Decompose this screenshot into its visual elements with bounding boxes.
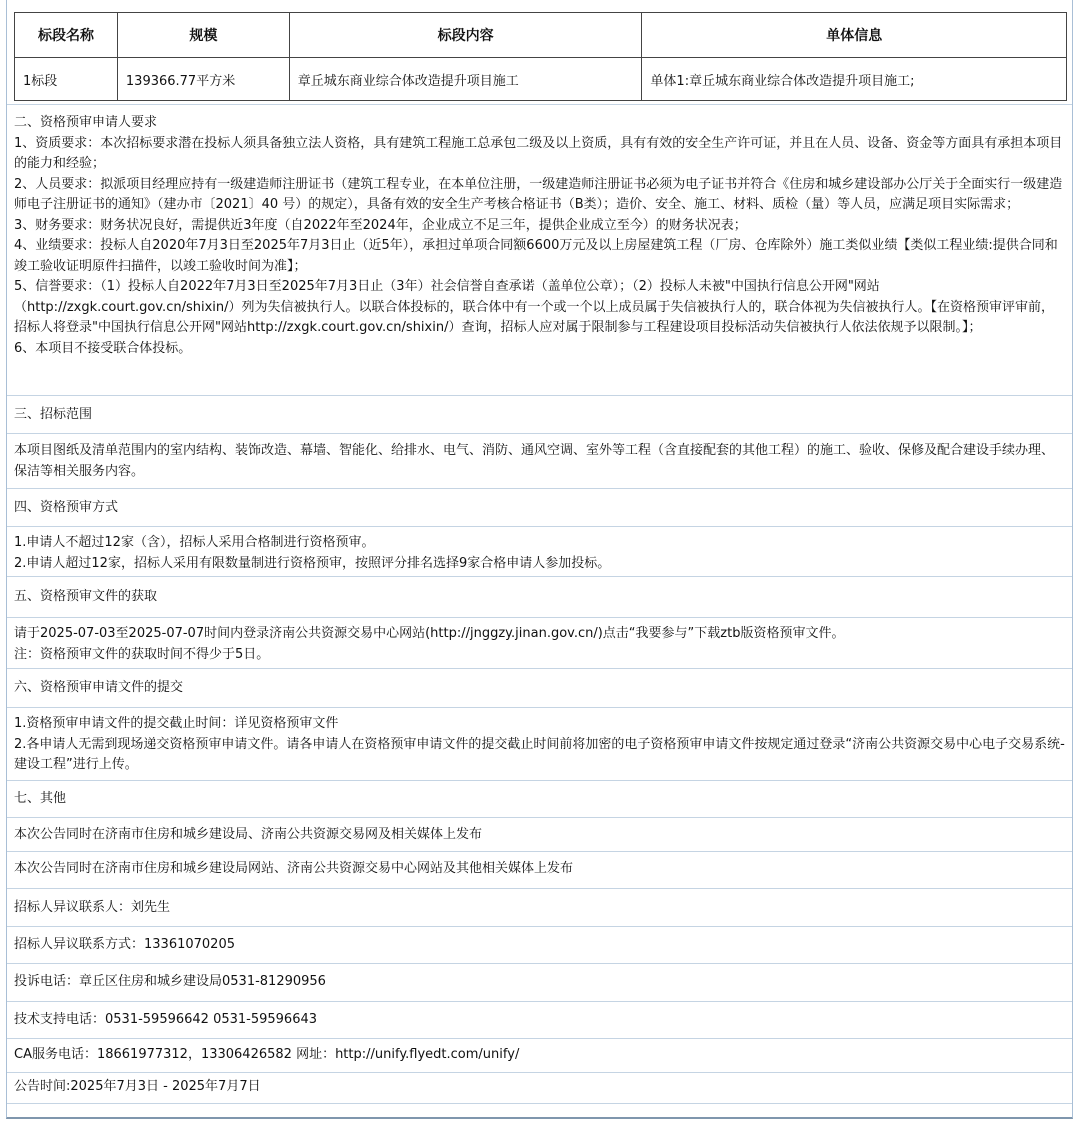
requirement-qualification: 1、资质要求：本次招标要求潜在投标人须具备独立法人资格，具有建筑工程施工总承包二级及以上资质，具有有效的安全生产许可证，并且在人员、设备、资金等方面具有承担本项目的能力和经验； <box>14 135 1063 171</box>
col-header-scale: 规模 <box>117 13 289 58</box>
requirement-performance: 4、业绩要求：投标人自2020年7月3日至2025年7月3日止（近5年），承担过单项合同额6600万元及以上房屋建筑工程（厂房、仓库除外）施工类似业绩【类似工程业绩:提供合同和竣工验收证明原件扫描件，以竣工验收时间为准】； <box>14 238 1058 274</box>
list-item: 本次公告同时在济南市住房和城乡建设局、济南公共资源交易网及相关媒体上发布 <box>7 819 1072 852</box>
col-header-unit-info: 单体信息 <box>642 13 1067 58</box>
requirement-credit: 5、信誉要求：（1）投标人自2022年7月3日至2025年7月3日止（3年）社会信誉自查承诺（盖单位公章）；（2）投标人未被"中国执行信息公开网"网站（http://zxgk.court.gov.cn/shixin/）列为失信被执行人。以联合体投标的，联合体中有一个或一个以上成员属于失信被执行人的，联合体视为失信被执行人。【在资格预审评审前，招标人将登录"中国执行信息公开网"网站http://zxgk.court.gov.cn/shixin/）查询，招标人应对属于限制参与工程建设项目投标活动失信被执行人依法依规予以限制。】； <box>14 279 1055 335</box>
col-header-lot-content: 标段内容 <box>289 13 642 58</box>
list-item: 2.申请人超过12家，招标人采用有限数量制进行资格预审，按照评分排名选择9家合格申请人参加投标。 <box>14 555 611 571</box>
cell-unit-info: 单体1:章丘城东商业综合体改造提升项目施工; <box>642 58 1067 101</box>
section-applicant-requirements <box>7 110 1072 396</box>
list-item: 1.资格预审申请文件的提交截止时间：详见资格预审文件 <box>14 716 339 731</box>
section-title: 二、资格预审申请人要求 <box>14 115 158 130</box>
section-title-application-submission: 六、资格预审申请文件的提交 <box>7 670 1072 708</box>
list-item: 公告时间:2025年7月3日 - 2025年7月7日 <box>7 1074 1072 1104</box>
table-row <box>15 58 1067 101</box>
list-item: 注：资格预审文件的获取时间不得少于5日。 <box>14 646 270 662</box>
col-header-lot-name: 标段名称 <box>15 13 118 58</box>
list-item: 投诉电话：章丘区住房和城乡建设局0531-81290956 <box>7 965 1072 1002</box>
cell-lot-content: 章丘城东商业综合体改造提升项目施工 <box>289 58 642 101</box>
requirement-consortium: 6、本项目不接受联合体投标。 <box>14 340 192 356</box>
list-item: 招标人异议联系方式：13361070205 <box>7 928 1072 964</box>
list-item: 1.申请人不超过12家（含），招标人采用合格制进行资格预审。 <box>14 535 375 550</box>
list-item: 招标人异议联系人：刘先生 <box>7 890 1072 927</box>
list-item: 本次公告同时在济南市住房和城乡建设局网站、济南公共资源交易中心网站及其他相关媒体上发布 <box>7 853 1072 889</box>
requirement-finance: 3、财务要求：财务状况良好，需提供近3年度（自2022年至2024年，企业成立不足三年，提供企业成立至今）的财务状况表； <box>14 217 747 233</box>
cell-scale: 139366.77平方米 <box>117 58 289 101</box>
list-item: CA服务电话：18661977312，13306426582 网址：http://unify.flyedt.com/unify/ <box>7 1040 1072 1073</box>
cell-lot-name: 1标段 <box>15 58 118 101</box>
section-title-other: 七、其他 <box>7 782 1072 818</box>
section-title-document-acquisition: 五、资格预审文件的获取 <box>7 578 1072 618</box>
divider <box>7 104 1072 105</box>
section-title-bidding-scope: 三、招标范围 <box>7 397 1072 434</box>
application-submission-content <box>7 709 1072 781</box>
list-item: 请于2025-07-03至2025-07-07时间内登录济南公共资源交易中心网站(http://jnggzy.jinan.gov.cn/)点击“我要参与”下载ztb版资格预审文件。 <box>14 626 845 641</box>
bidding-scope-content: 本项目图纸及清单范围内的室内结构、装饰改造、幕墙、智能化、给排水、电气、消防、通风空调、室外等工程（含直接配套的其他工程）的施工、验收、保修及配合建设手续办理、保洁等相关服务内容。 <box>7 435 1072 489</box>
list-item: 技术支持电话：0531-59596642 0531-59596643 <box>7 1003 1072 1039</box>
table-header-row <box>15 13 1067 58</box>
prequalification-method-content <box>7 528 1072 577</box>
document-acquisition-content <box>7 619 1072 669</box>
requirement-personnel: 2、人员要求：拟派项目经理应持有一级建造师注册证书（建筑工程专业，在本单位注册，一级建造师注册证书必须为电子证书并符合《住房和城乡建设部办公厅关于全面实行一级建造师电子注册证书的通知》（建办市〔2021〕40 号）的规定），具备有效的安全生产考核合格证书（B类）；造价、安全、施工、材料、质检（量）等人员，应满足项目实际需求； <box>14 176 1063 212</box>
lot-table <box>14 12 1067 101</box>
list-item: 2.各申请人无需到现场递交资格预审申请文件。请各申请人在资格预审申请文件的提交截止时间前将加密的电子资格预审申请文件按规定通过登录“济南公共资源交易中心电子交易系统-建设工程”进行上传。 <box>14 736 1065 772</box>
section-title-prequalification-method: 四、资格预审方式 <box>7 490 1072 527</box>
